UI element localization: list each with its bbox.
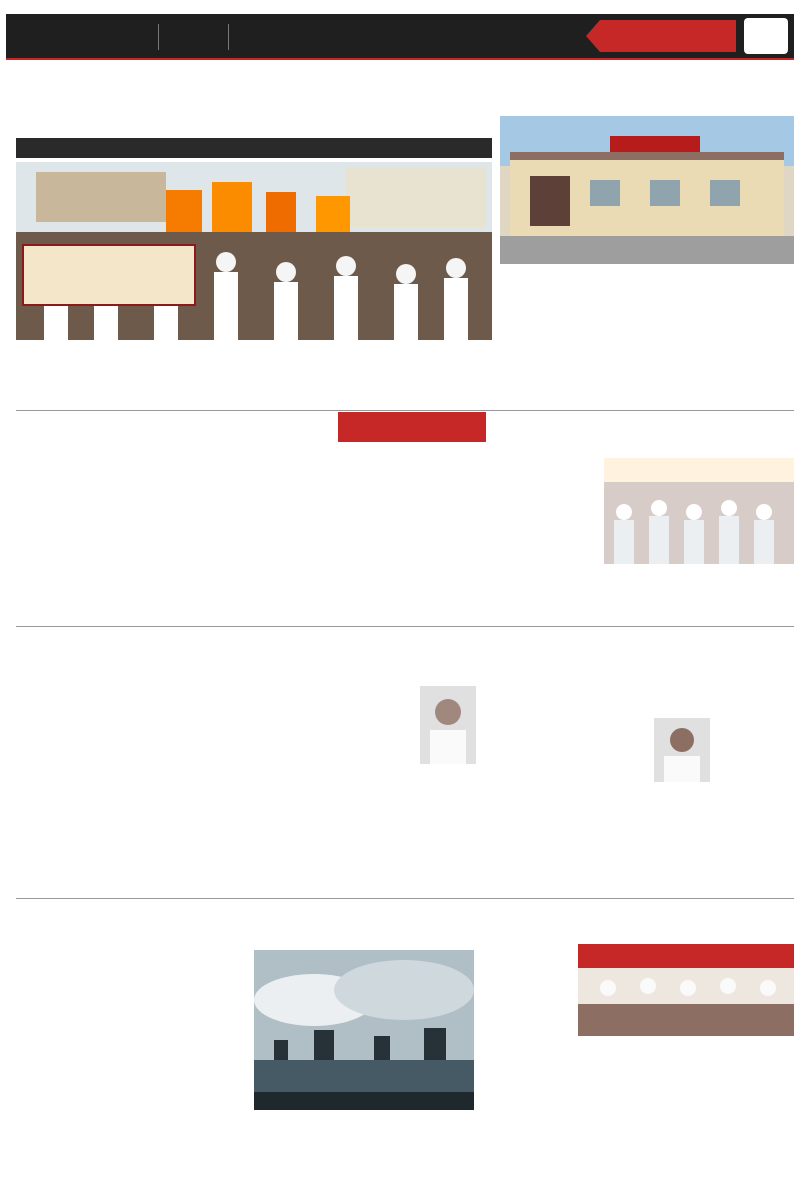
story9-body [16,950,248,1186]
meeting-people-graphic [604,482,794,564]
story10-meeting-photo [578,944,794,1036]
story3-body [16,440,332,620]
story5-body [492,568,794,624]
police-station-sign [610,136,700,152]
page-number-box [744,18,788,54]
story2-body [500,268,794,404]
story4-headline [338,412,486,418]
meeting-hall-graphic [578,944,794,1036]
story5-photo-banner [604,458,794,482]
story5-meeting-photo [604,458,794,564]
story1-subhead-bar [16,138,492,158]
page-header [6,14,794,60]
story7-body [266,676,574,894]
section-tab [586,20,736,52]
story1-banner-text [24,246,194,256]
divider [16,410,794,411]
story1-banner [22,244,196,306]
header-divider-2 [228,24,229,50]
divider [16,898,794,899]
story4-body [338,446,486,622]
cloudy-sky-graphic [254,950,474,1110]
story6-body [16,664,262,894]
story10-body-left [480,944,574,1180]
story2-police-station-photo [500,116,794,264]
story9-photo-caption [254,1092,474,1110]
divider [16,626,794,627]
story10-continued-column [578,1040,794,1186]
story8-body [578,712,794,894]
story1-protest-photo [16,162,492,340]
story1-body [16,344,492,404]
header-divider [158,24,159,50]
story4-headline-box [338,412,486,442]
story9-weather-photo [254,950,474,1110]
